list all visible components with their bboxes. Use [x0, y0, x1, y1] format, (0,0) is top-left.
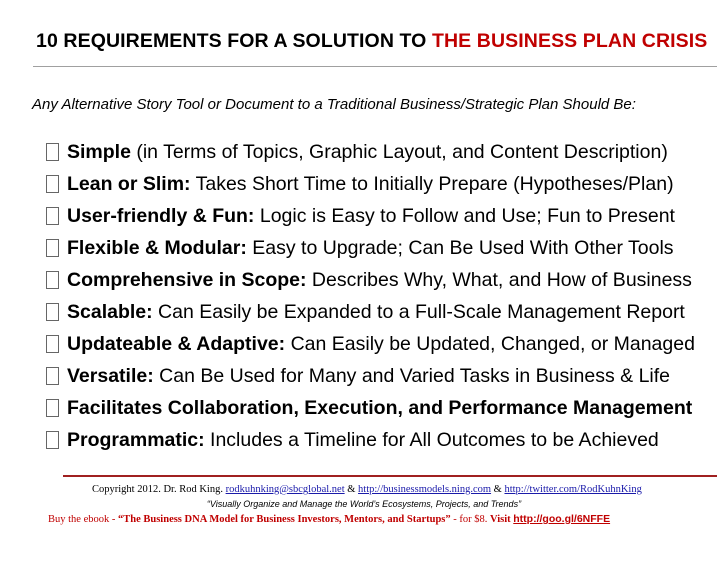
tagline: “Visually Organize and Manage the World’s Ecosystems, Projects, and Trends” — [206, 499, 522, 509]
list-item — [46, 232, 695, 264]
subtitle: Any Alternative Story Tool or Document to a Traditional Business/Strategic Plan Should Be: — [32, 96, 636, 113]
requirement-term: Programmatic: — [67, 428, 205, 451]
list-item — [46, 296, 695, 328]
requirement-term: Updateable & Adaptive: — [67, 332, 286, 355]
ebook-price: - for $8. — [450, 514, 491, 525]
list-item — [46, 392, 695, 424]
copyright-text: Copyright 2012. Dr. Rod King. — [92, 484, 226, 495]
list-item — [46, 328, 695, 360]
title-prefix: 10 REQUIREMENTS FOR A SOLUTION TO — [36, 30, 432, 52]
checkbox-icon — [46, 207, 59, 225]
requirement-term: Lean or Slim: — [67, 172, 191, 195]
page-title — [36, 30, 707, 53]
requirement-term: Facilitates Collaboration, Execution, and Performance Management — [67, 396, 693, 419]
requirement-term: Flexible & Modular: — [67, 236, 247, 259]
ebook-prefix: Buy the ebook - — [48, 514, 118, 525]
list-item — [46, 200, 695, 232]
requirement-term: Scalable: — [67, 300, 153, 323]
checkbox-icon — [46, 271, 59, 289]
separator: & — [344, 484, 359, 495]
checkbox-icon — [46, 175, 59, 193]
ebook-promo — [48, 513, 610, 525]
requirements-list — [46, 136, 695, 456]
ebook-visit: Visit — [490, 514, 514, 525]
requirement-term: User-friendly & Fun: — [67, 204, 255, 227]
list-item — [46, 136, 695, 168]
site-link[interactable]: http://businessmodels.ning.com — [358, 484, 492, 495]
twitter-link[interactable]: http://twitter.com/RodKuhnKing — [504, 484, 642, 495]
checkbox-icon — [46, 399, 59, 417]
checkbox-icon — [46, 367, 59, 385]
requirement-term: Comprehensive in Scope: — [67, 268, 307, 291]
ebook-title: “The Business DNA Model for Business Investors, Mentors, and Startups” — [118, 514, 451, 525]
requirement-desc: Describes Why, What, and How of Business — [306, 268, 692, 291]
requirement-desc: Takes Short Time to Initially Prepare (Hypotheses/Plan) — [190, 172, 674, 195]
footer-divider — [63, 475, 717, 477]
requirement-desc: (in Terms of Topics, Graphic Layout, and Content Description) — [130, 140, 668, 163]
list-item — [46, 424, 695, 456]
title-accent: THE BUSINESS PLAN CRISIS — [431, 30, 708, 52]
checkbox-icon — [46, 239, 59, 257]
list-item — [46, 360, 695, 392]
checkbox-icon — [46, 303, 59, 321]
requirement-desc: Can Be Used for Many and Varied Tasks in Business & Life — [153, 364, 671, 387]
checkbox-icon — [46, 335, 59, 353]
email-link[interactable]: rodkuhnking@sbcglobal.net — [225, 484, 345, 495]
checkbox-icon — [46, 431, 59, 449]
list-item — [46, 168, 695, 200]
ebook-link[interactable]: http://goo.gl/6NFFE — [513, 513, 611, 525]
requirement-desc: Includes a Timeline for All Outcomes to be Achieved — [204, 428, 659, 451]
requirement-term: Versatile: — [67, 364, 154, 387]
copyright-line — [92, 484, 642, 495]
requirement-term: Simple — [67, 140, 131, 163]
title-divider — [33, 66, 717, 67]
requirement-desc: Easy to Upgrade; Can Be Used With Other Tools — [246, 236, 674, 259]
checkbox-icon — [46, 143, 59, 161]
list-item — [46, 264, 695, 296]
requirement-desc: Logic is Easy to Follow and Use; Fun to Present — [254, 204, 675, 227]
requirement-desc: Can Easily be Updated, Changed, or Managed — [285, 332, 695, 355]
requirement-desc: Can Easily be Expanded to a Full-Scale Management Report — [152, 300, 685, 323]
separator: & — [491, 484, 505, 495]
